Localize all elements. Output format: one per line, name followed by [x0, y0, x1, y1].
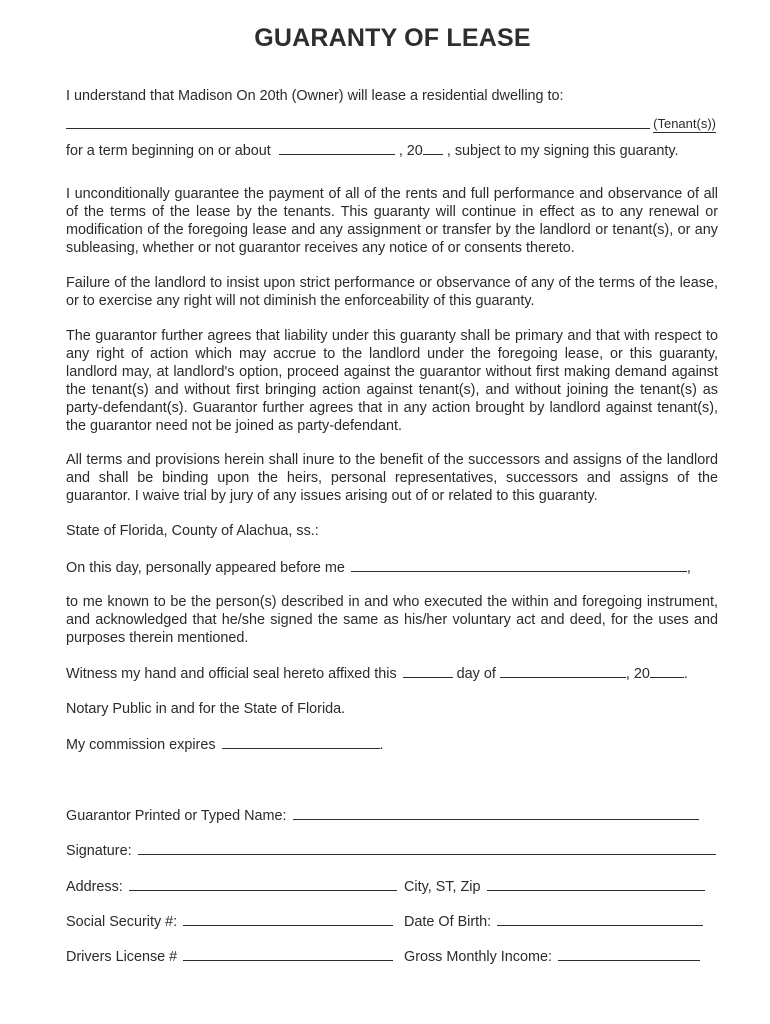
address-label: Address: — [66, 879, 123, 895]
liability-paragraph: The guarantor further agrees that liability under this guaranty shall be primary and that with respect to any right of action which may accrue to the landlord under the foregoing lease, or this guaranty, landlord may, at landlord's option, proceed against the guarantor without first making demand against the tenant(s) and without first bringing action against tenant(s), and without joining the tenant(s) as party-defendant(s). Guarantor further agrees that in any action brought by landlord against tenant(s), the guarantor need not be joined as party-defendant. — [66, 328, 718, 434]
commission-date-blank[interactable] — [222, 735, 380, 749]
intro-text: I understand that Madison On 20th (Owner) will lease a residential dwelling to: — [66, 88, 564, 104]
witness-day-blank[interactable] — [403, 664, 453, 678]
license-field[interactable] — [183, 947, 393, 961]
terms-paragraph: All terms and provisions herein shall inure to the benefit of the successors and assigns of the landlord and shall be binding upon the heirs, personal representatives, successors and assigns of the guarantor. I waive trial by jury of any issues arising out of or related to this guaranty. — [66, 452, 718, 504]
appeared-name-blank[interactable] — [351, 558, 687, 572]
known-paragraph: to me known to be the person(s) described in and who executed the within and foregoing instrument, and acknowledged that he/she signed the same as his/her voluntary act and deed, for the uses and purposes therein mentioned. — [66, 594, 718, 646]
ssn-label: Social Security #: — [66, 914, 178, 930]
income-group — [404, 947, 700, 966]
dob-field[interactable] — [497, 912, 703, 926]
signature-label: Signature: — [66, 843, 132, 859]
city-field[interactable] — [487, 877, 705, 891]
term-suffix: , subject to my signing this guaranty. — [446, 143, 679, 159]
guarantor-name-field[interactable] — [293, 806, 699, 820]
term-prefix: for a term beginning on or about — [66, 143, 271, 159]
witness-day-of: day of — [456, 666, 496, 682]
ssn-row — [66, 912, 726, 931]
witness-prefix: Witness my hand and official seal hereto affixed this — [66, 666, 397, 682]
appeared-suffix: , — [686, 560, 691, 576]
city-label: City, ST, Zip — [404, 879, 481, 895]
witness-year-prefix: , 20 — [625, 666, 650, 682]
guarantor-name-label: Guarantor Printed or Typed Name: — [66, 808, 287, 824]
dob-group — [404, 912, 703, 931]
notary-text: Notary Public in and for the State of Florida. — [66, 701, 346, 717]
witness-month-blank[interactable] — [500, 664, 626, 678]
commission-line — [66, 735, 718, 754]
term-year-prefix: , 20 — [398, 143, 423, 159]
witness-line — [66, 664, 718, 683]
failure-paragraph: Failure of the landlord to insist upon strict performance or observance of any of the terms of the lease, or to exercise any right will not diminish the enforceability of this guaranty. — [66, 275, 718, 309]
commission-suffix: . — [379, 737, 384, 753]
state-county-text: State of Florida, County of Alachua, ss.: — [66, 523, 319, 539]
guarantor-name-row — [66, 806, 726, 825]
license-label: Drivers License # — [66, 949, 178, 965]
tenant-name-line — [66, 116, 718, 134]
address-field[interactable] — [129, 877, 397, 891]
ssn-field[interactable] — [183, 912, 393, 926]
guarantee-paragraph: I unconditionally guarantee the payment of all of the rents and full performance and observance of all of the terms of the lease by the tenants. This guaranty will continue in effect as to any renewal or modification of the foregoing lease and any assignment or transfer by the landlord or tenant(s), or any subleasing, whether or not guarantor receives any notice of or consents thereto. — [66, 186, 718, 256]
document-title: GUARANTY OF LEASE — [254, 24, 531, 52]
dob-label: Date Of Birth: — [404, 914, 492, 930]
income-label: Gross Monthly Income: — [404, 949, 552, 965]
signature-row — [66, 841, 726, 860]
income-field[interactable] — [558, 947, 700, 961]
address-row — [66, 877, 726, 896]
term-year-blank[interactable] — [423, 141, 443, 155]
appeared-line — [66, 558, 718, 577]
appeared-prefix: On this day, personally appeared before me — [66, 560, 345, 576]
tenant-name-blank[interactable] — [66, 128, 650, 129]
witness-year-blank[interactable] — [650, 664, 684, 678]
term-line — [66, 141, 718, 160]
license-row — [66, 947, 726, 966]
witness-suffix: . — [683, 666, 688, 682]
tenant-label: (Tenant(s)) — [653, 116, 716, 131]
term-start-blank[interactable] — [279, 141, 395, 155]
signature-field[interactable] — [138, 841, 716, 855]
city-group — [404, 877, 705, 896]
commission-prefix: My commission expires — [66, 737, 216, 753]
